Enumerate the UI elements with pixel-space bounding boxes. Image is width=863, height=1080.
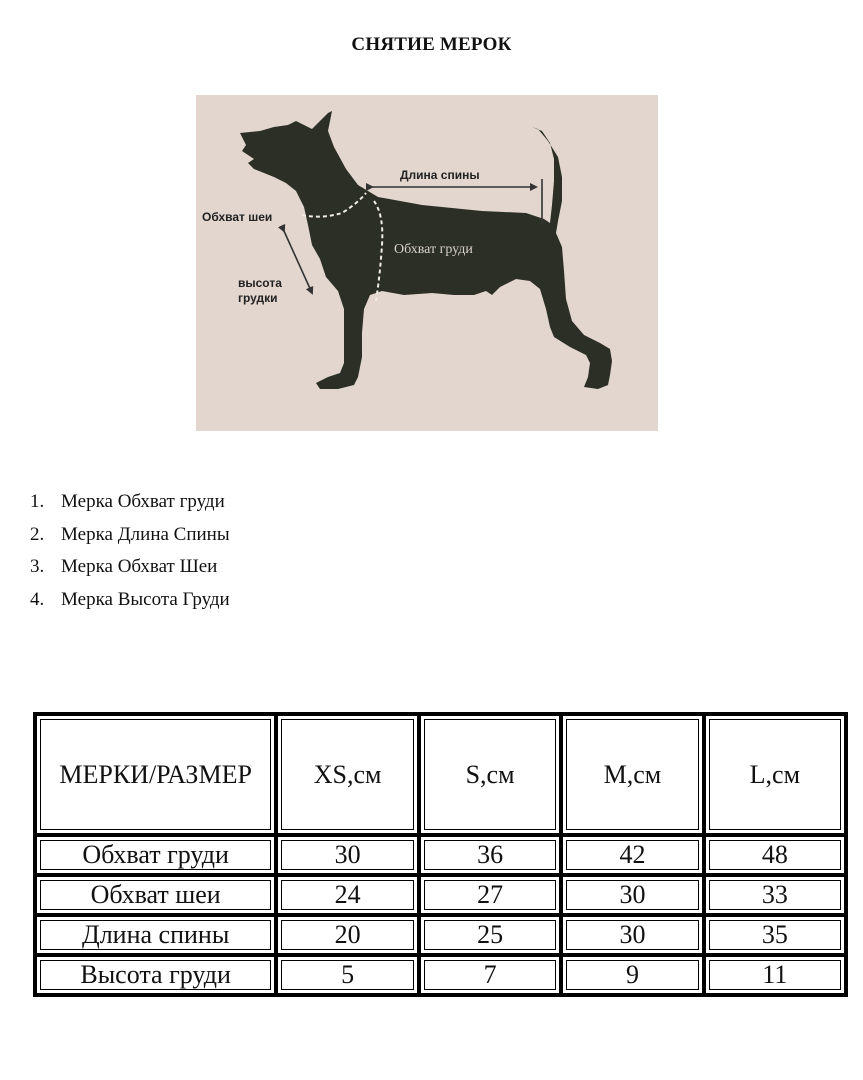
table-cell: 30	[278, 837, 421, 877]
label-back-length: Длина спины	[400, 168, 480, 182]
table-header-cell: S,см	[421, 716, 563, 837]
table-cell: 25	[421, 917, 563, 957]
label-chest-height-2: грудки	[238, 291, 278, 305]
table-row	[37, 837, 844, 877]
table-cell: 42	[563, 837, 705, 877]
list-item-text: Мерка Высота Груди	[61, 588, 230, 610]
dog-measurement-diagram	[196, 95, 658, 431]
table-cell: Обхват шеи	[37, 877, 278, 917]
table-cell: 9	[563, 957, 705, 993]
table-cell: 30	[563, 917, 705, 957]
label-chest-girth: Обхват груди	[394, 242, 473, 257]
table-cell: 48	[706, 837, 844, 877]
list-item	[30, 587, 230, 620]
table-cell: 33	[706, 877, 844, 917]
list-item-number: 1.	[30, 491, 45, 512]
measurements-list	[30, 489, 230, 619]
label-neck-girth: Обхват шеи	[202, 210, 273, 224]
size-table	[33, 712, 848, 997]
dog-diagram-svg	[196, 95, 658, 431]
table-cell: Высота груди	[37, 957, 278, 993]
list-item-text: Мерка Обхват груди	[61, 491, 225, 512]
table-header-cell: M,см	[563, 716, 705, 837]
table-header-cell: XS,см	[278, 716, 421, 837]
label-chest-height-1: высота	[238, 276, 282, 290]
table-row	[37, 917, 844, 957]
table-cell: Длина спины	[37, 917, 278, 957]
table-cell: 35	[706, 917, 844, 957]
list-item	[30, 554, 230, 587]
list-item	[30, 522, 230, 555]
table-cell: 7	[421, 957, 563, 993]
list-item-number: 3.	[30, 556, 45, 577]
table-cell: 24	[278, 877, 421, 917]
table-cell: 30	[563, 877, 705, 917]
table-cell: 36	[421, 837, 563, 877]
table-header-cell: L,см	[706, 716, 844, 837]
list-item-number: 4.	[30, 588, 45, 610]
table-cell: 11	[706, 957, 844, 993]
table-header-row	[37, 716, 844, 837]
list-item	[30, 489, 230, 522]
table-row	[37, 877, 844, 917]
list-item-number: 2.	[30, 523, 45, 545]
list-item-text: Мерка Длина Спины	[61, 523, 230, 545]
page-title: СНЯТИЕ МЕРОК	[351, 34, 512, 55]
table-header-cell: МЕРКИ/РАЗМЕР	[37, 716, 278, 837]
table-cell: 27	[421, 877, 563, 917]
table-cell: Обхват груди	[37, 837, 278, 877]
table-cell: 20	[278, 917, 421, 957]
list-item-text: Мерка Обхват Шеи	[61, 556, 218, 577]
table-cell: 5	[278, 957, 421, 993]
table-row	[37, 957, 844, 993]
